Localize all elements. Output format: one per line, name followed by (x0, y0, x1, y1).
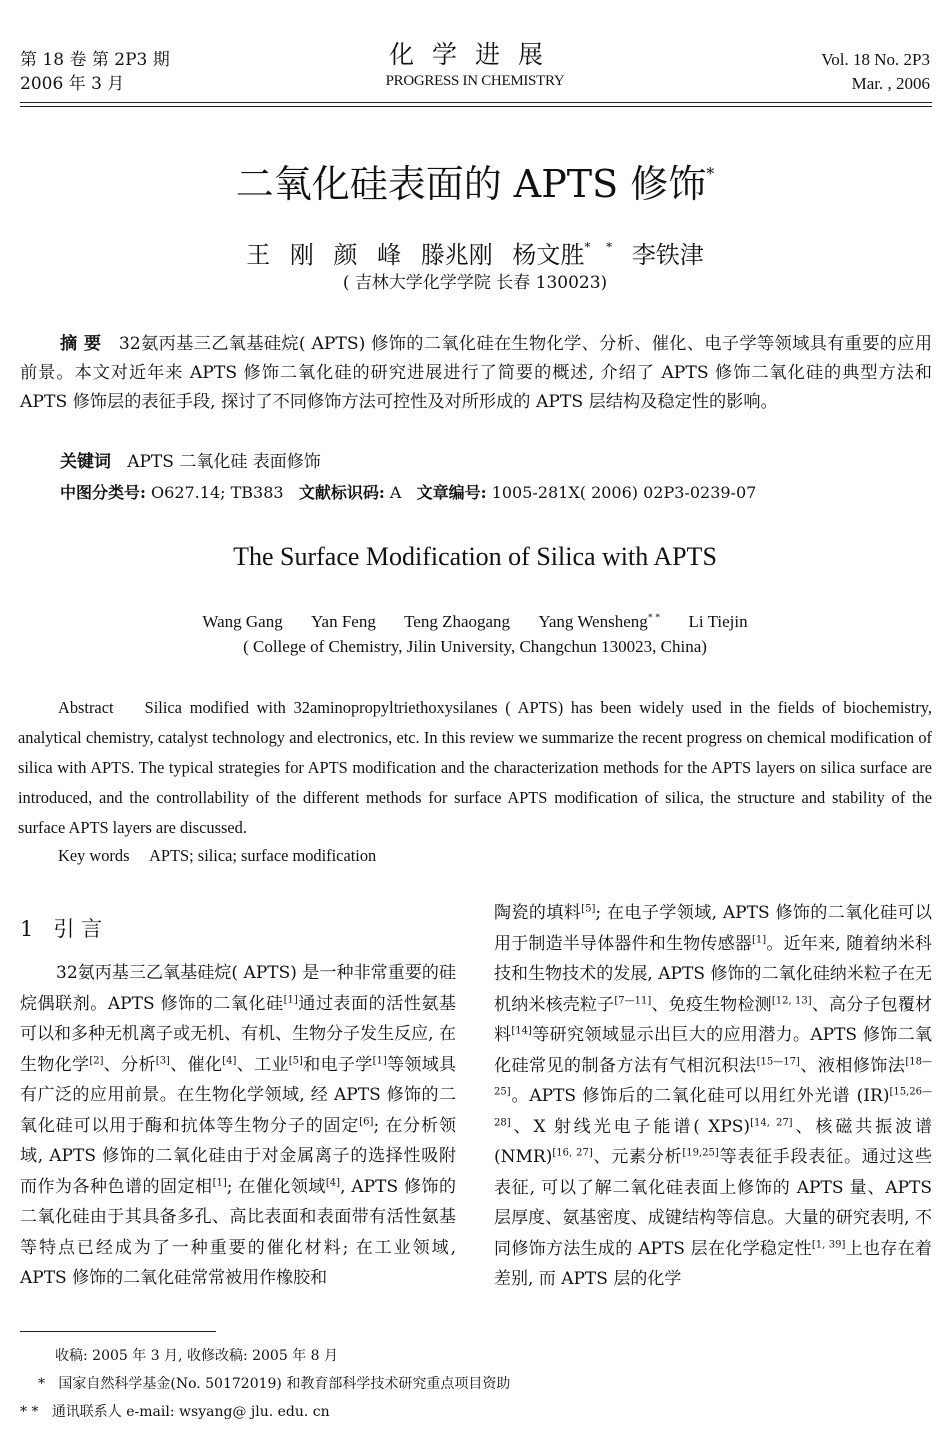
author-last: 李铁津 (631, 241, 704, 269)
footnote-contact (20, 1401, 330, 1423)
body-column-right: 陶瓷的填料[5]; 在电子学领域, APTS 修饰的二氧化硅可以用于制造半导体器件和生物传感器[1]。近年来, 随着纳米科技和生物技术的发展, APTS 修饰的二氧化硅纳米粒子在无机纳米核壳粒子[7—11]、免疫生物检测[12, 13]、高分子包覆材料[14]等研究领域显示出巨大的应用潜力。APTS 修饰二氧化硅常见的制备方法有气相沉积法[15—17]、液相修饰法[18—25]。APTS 修饰后的二氧化硅可以用红外光谱 (IR)[15,26—28]、X 射线光电子能谱( XPS)[14, 27]、核磁共振波谱(NMR)[16, 27]、元素分析[19,25]等表征手段表征。通过这些表征, 可以了解二氧化硅表面上修饰的 APTS 量、APTS 层厚度、氨基密度、成键结构等信息。大量的研究表明, 不同修饰方法生成的 APTS 层在化学稳定性[1, 39]上也存在着差别, 而 APTS 层的化学 (494, 903, 933, 1289)
paper-title-text: 二氧化硅表面的 APTS 修饰 (235, 162, 707, 206)
classification-line (60, 479, 756, 507)
header-volume-en (821, 48, 930, 96)
author-list-en (0, 605, 950, 635)
keywords-en-label: Key words (58, 846, 130, 865)
footnote-funding (38, 1373, 510, 1395)
funding-text: 国家自然科学基金(No. 50172019) 和教育部科学技术研究重点项目资助 (58, 1376, 511, 1392)
journal-name-en: PROGRESS IN CHEMISTRY (385, 73, 565, 89)
author-en-3: Teng Zhaogang (404, 611, 511, 631)
title-footnote-mark: * (706, 164, 715, 183)
journal-name-cn: 化学进展 (388, 40, 561, 69)
keywords-cn (60, 448, 321, 476)
issue-volume: 第 18 卷 第 2P3 期 (20, 50, 170, 70)
doc-code-value: A (389, 483, 402, 502)
contact-mark: * * (20, 1404, 39, 1420)
abstract-en-text: Silica modified with 32aminopropyltriethoxysilanes ( APTS) has been widely used in the fields of biochemistry, analytical chemistry, catalyst technology and electronics, etc. In this review we summarize the recent progress on chemical modification of silica with APTS. The typical strategies for APTS modification and the characterization methods for the APTS layers on silica surface are introduced, and the controllability of the different methods for surface APTS modification of silica, the structure and stability of the surface APTS layers are discussed. (18, 698, 933, 837)
corresponding-mark: * * (584, 240, 613, 254)
section-number: 1 (20, 917, 34, 941)
funding-mark: * (38, 1376, 45, 1392)
header-rule-secondary (20, 106, 932, 107)
header-rule (20, 102, 932, 103)
author-list (0, 230, 950, 272)
author-en-4 (538, 612, 660, 631)
article-no-value: 1005-281X( 2006) 02P3-0239-07 (491, 483, 757, 502)
keywords-en (58, 842, 376, 870)
footnote-received: 收稿: 2005 年 3 月, 收修改稿: 2005 年 8 月 (55, 1348, 339, 1364)
issue-date: 2006 年 3 月 (20, 74, 125, 94)
volume-en: Vol. 18 No. 2P3 (821, 50, 930, 69)
affiliation: ( 吉林大学化学学院 长春 130023) (342, 273, 608, 293)
abstract-en-label: Abstract (58, 698, 114, 717)
affiliation-en: ( College of Chemistry, Jilin University, Changchun 130023, China) (243, 637, 707, 656)
date-en: Mar. , 2006 (851, 74, 930, 93)
section-title: 引 言 (53, 917, 103, 941)
paper-title-en: The Surface Modification of Silica with APTS (233, 542, 717, 571)
abstract-cn-text: 32氨丙基三乙氧基硅烷( APTS) 修饰的二氧化硅在生物化学、分析、催化、电子学等领域具有重要的应用前景。本文对近年来 APTS 修饰二氧化硅的研究进展进行了简要的概述, 介绍了 APTS 修饰二氧化硅的典型方法和 APTS 修饰层的表征手段, 探讨了不同修饰方法可控性及对所形成的 APTS 层结构及稳定性的影响。 (20, 334, 933, 412)
keywords-cn-label: 关键词 (60, 452, 111, 472)
journal-name (0, 40, 950, 92)
footnote-rule (20, 1331, 216, 1332)
author-en-5: Li Tiejin (688, 611, 748, 631)
keywords-en-text: APTS; silica; surface modification (149, 846, 377, 865)
corresponding-mark-en: * * (647, 612, 661, 623)
paper-title (0, 150, 950, 208)
section-heading (20, 912, 102, 946)
abstract-en (18, 693, 932, 843)
author-names: 王 刚 颜 峰 滕兆刚 杨文胜 (246, 241, 585, 269)
author-en-4-name: Yang Wensheng (538, 611, 648, 631)
contact-text: 通讯联系人 e-mail: wsyang@ jlu. edu. cn (51, 1404, 330, 1420)
doc-code-label: 文献标识码: (298, 483, 385, 502)
author-en-1: Wang Gang (202, 611, 283, 631)
keywords-cn-text: APTS 二氧化硅 表面修饰 (127, 452, 321, 472)
article-no-label: 文章编号: (416, 483, 487, 502)
clc-label: 中图分类号: (60, 483, 146, 502)
abstract-cn-label: 摘 要 (60, 334, 102, 354)
body-column-left: 32氨丙基三乙氧基硅烷( APTS) 是一种非常重要的硅烷偶联剂。APTS 修饰的二氧化硅[1]通过表面的活性氨基可以和多种无机离子或无机、有机、生物分子发生反应, 在生物化学[2]、分析[3]、催化[4]、工业[5]和电子学[1]等领域具有广泛的应用前景。在生物化学领域, 经 APTS 修饰的二氧化硅可以用于酶和抗体等生物分子的固定[6]; 在分析领域, APTS 修饰的二氧化硅由于对金属离子的选择性吸附而作为各种色谱的固定相[1]; 在催化领域[4], APTS 修饰的二氧化硅由于其具备多孔、高比表面和表面带有活性氨基等特点已经成为了一种重要的催化材料; 在工业领域, APTS 修饰的二氧化硅常常被用作橡胶和 (20, 963, 457, 1288)
author-en-2: Yan Feng (310, 611, 376, 631)
abstract-cn (20, 330, 932, 417)
clc-value: O627.14; TB383 (151, 483, 284, 502)
